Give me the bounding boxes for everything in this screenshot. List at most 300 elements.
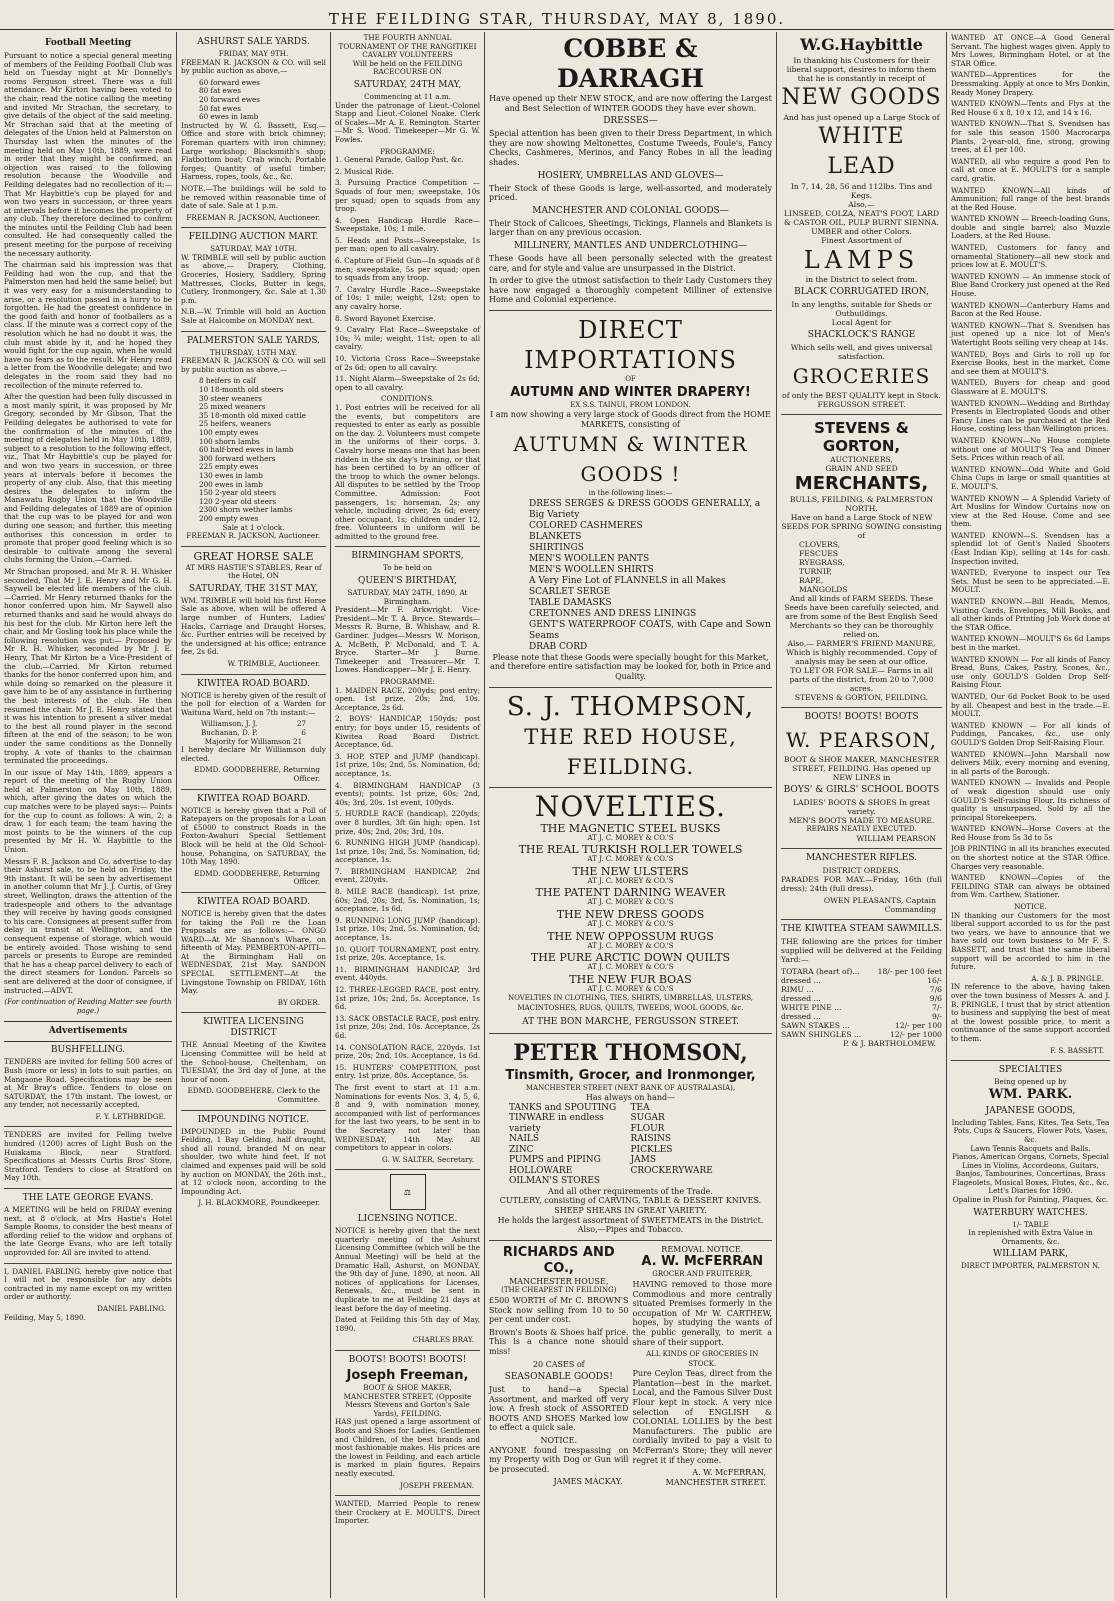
livestock-list — [181, 79, 326, 122]
list-item: 80 fat ewes — [199, 86, 241, 96]
sale-date: SATURDAY, MAY 10TH. — [210, 244, 297, 254]
autumn-winter-title: AUTUMN & WINTER GOODS ! — [513, 432, 748, 487]
grain-seed: GRAIN AND SEED — [825, 464, 898, 473]
tender-notice: TENDERS are invited for Felling twelve hundred (1200) acres of Light Bush on the Huiakama Block, near Stratford. Specifications at Messrs Curtis Bros' Store, Stratford. Tenders to close at Stratford on May 10th. — [4, 1130, 172, 1183]
wanted-ad: WANTED KNOWN—No House complete without one of MOULT'S Tea and Dinner Sets. Prices within reach of all. — [951, 435, 1110, 463]
sawmills-heading: THE KIWITEA STEAM SAWMILLS. — [781, 924, 942, 934]
wanted-ad: WANTED KNOWN.—Bill Heads, Memos, Visiting Cards, Envelopes, Mill Books, and all other kinds of Printing Job Work done at the STAR Office. — [951, 597, 1110, 632]
list-item: 100 shorn lambs — [199, 436, 260, 446]
goods-item: MEN'S WOOLLEN SHIRTS — [529, 564, 654, 575]
novelty-seller: AT J. C. MOREY & CO.'S — [587, 855, 674, 864]
vote-cell: 27 — [296, 719, 306, 729]
list-item: 25 mixed weaners — [199, 402, 266, 412]
event-item: 15. HUNTERS' COMPETITION, post entry. 1st prize, 80s. Acceptance, 5s. — [335, 1062, 480, 1081]
wanted-ad: WANTED KNOWN—John Marshall now delivers Milk, every morning and evening, in all parts of the Borough. — [951, 749, 1110, 776]
price-cell: 12/- per 1000 — [890, 1030, 942, 1039]
mcferran-groceries: ALL KINDS OF GROCERIES IN STOCK. — [646, 1350, 759, 1368]
price-row — [781, 967, 942, 976]
officer-signature: EDMD. GOODBEHERE, Returning Officer. — [194, 765, 320, 783]
officials: President—Mr F. Arkwright. Vice-President—Mr T. A. Bryce. Stewards—Messrs R. Burne, B. Whishaw, and R. Gardiner. Judges—Messrs W. Morison, A. McBeth, P. McDonald, and T. A. Bryce. Starter—Mr J. Burne. Timekeeper and Treasurer—Mr T. Lowes. Handicapper—Mr J. E. Henry. — [335, 605, 480, 675]
diaries: Lett's Diaries for 1890. — [988, 1186, 1073, 1196]
event-list — [335, 687, 480, 1081]
goods-item: BLANKETS — [529, 531, 582, 542]
notice-signature: JAMES MACKAY. — [553, 1477, 623, 1487]
bassett-signature: F. S. BASSETT. — [1049, 1045, 1104, 1055]
event-item: 7. Cavalry Hurdle Race—Sweepstake of 10s; 1 mile; weight, 12st; open to any cavalry horse. — [335, 284, 480, 312]
thomson-sweets: He holds the largest assortment of SWEETMEATS in the District. — [497, 1215, 764, 1225]
wanted-ad: WANTED KNOWN—Odd White and Gold China Cups in large or small quantities at E. MOULT'S. — [951, 464, 1110, 491]
list-item: 130 ewes in lamb — [199, 470, 263, 480]
thomson-hand: Has always on hand— — [585, 1093, 676, 1103]
event-list — [335, 156, 480, 392]
section-text: Their Stock of Calicoes, Sheetings, Tickings, Flannels and Blankets is larger than on any previous occasion. — [489, 218, 772, 238]
impounding-heading: IMPOUNDING NOTICE. — [197, 1114, 310, 1125]
thomson-cutlery: CUTLERY, consisting of CARVING, TABLE & DESSERT KNIVES. — [499, 1196, 762, 1206]
price-row — [781, 1030, 942, 1039]
sale-date: THURSDAY, 15TH MAY. — [209, 347, 298, 357]
event-item: 12. THREE-LEGGED RACE, post entry. 1st prize, 10s; 2nd, 5s. Acceptance, 1s 6d. — [335, 985, 480, 1012]
thomson-subtitle: Tinsmith, Grocer, and Ironmonger, — [505, 1067, 756, 1083]
price-cell: dressed ... — [781, 1012, 821, 1021]
event-item: 3. Pursuing Practice Competition — Squads of four men; sweepstake, 10s per squad; open to squads from any troop. — [335, 178, 480, 214]
sg-location: BULLS, FEILDING, & PALMERSTON NORTH. — [789, 495, 934, 513]
event-item: 7. BIRMINGHAM HANDICAP, 2nd event, 220yds. — [335, 866, 480, 885]
list-item: 120 2-year old steers — [199, 496, 277, 506]
list-item: 300 forward wethers — [199, 453, 276, 463]
auction-text: W. TRIMBLE will sell by public auction as above,— Drapery, Clothing, Groceries, Hosiery, Saddlery, Spring Mattresses, Clocks, Butter in kegs, Cutlery, Ironmongery, &c. Sale at 1.30 p.m. — [181, 252, 326, 305]
table: 1/- TABLE — [1012, 1219, 1049, 1229]
white-lead: WHITE LEAD — [818, 124, 905, 179]
event-item: 1. MAIDEN RACE, 200yds; post entry; open. 1st prize, 20s; 2nd, 10s. Acceptance, 2s 6d. — [335, 685, 480, 712]
event-item: 11. Night Alarm—Sweepstake of 2s 6d; open to all cavalry. — [335, 374, 480, 392]
stock-item: CROCKERYWARE — [630, 1165, 713, 1176]
article-paragraph: The chairman said his impression was that Feilding had won the cup, and that the Palmerston men had held the same belief; but it was very easy for a misunderstanding to arise, or a resolution passed in a hurry to be forgotten. He had the greatest confidence in the good faith and honor of footballers as a class. If the minute was a correct copy of the resolution which he had no doubt it was, the club must abide by it, and he hoped they would fight for the cup again, when he would have no fears as to the result. Mr Henry read a letter from the Woodville delegate; and two delegates in the room said they had no recollection of the minute referred to. — [4, 260, 172, 390]
birmingham-held: To be held on — [382, 563, 432, 573]
di-ex: EX S.S. TAINUI, FROM LONDON. — [570, 400, 691, 409]
horse-sale-heading: GREAT HORSE SALE — [193, 549, 314, 563]
section-text: In order to give the utmost satisfaction to their Lady Customers they have now engaged a thoroughly competent Milliner of extensive Home and Colonial experience. — [489, 276, 772, 305]
list-item: 150 2-year old steers — [199, 488, 277, 498]
order-signature: BY ORDER. — [277, 997, 320, 1007]
notice-date: Feilding, May 5, 1890. — [4, 1312, 86, 1322]
auctioneer-signature: FREEMAN R. JACKSON, Auctioneer. — [186, 212, 320, 222]
stock-item: PUMPS and PIPING — [509, 1155, 601, 1166]
goods-item: DRESS SERGES & DRESS GOODS GENERALLY, a Big Variety — [529, 498, 761, 520]
bottom-ads — [489, 1245, 772, 1488]
tender-signature: F. Y. LETHBRIDGE. — [95, 1111, 166, 1121]
auctioneers: AUCTIONEERS, — [830, 455, 893, 464]
haybittle-intro: In thanking his Customers for their liberal support, desires to inform them that he is constantly in receipt of — [786, 56, 937, 83]
price-row — [781, 976, 942, 985]
japanese-goods: JAPANESE GOODS, — [985, 1105, 1076, 1116]
goods-item: MEN'S WOOLLEN PANTS — [529, 553, 650, 564]
sg-let: TO LET OR FOR SALE— Farms in all parts of the district, from 20 to 7,000 acres. — [789, 666, 934, 693]
goods-item: TABLE DAMASKS — [529, 597, 612, 608]
price-cell: dressed ... — [781, 994, 821, 1003]
thomson-pipes: Also,—Pipes and Tobacco. — [577, 1225, 684, 1235]
opaline: Opaline in Plush for Painting, Plaques, &c. — [952, 1195, 1109, 1205]
goods-item: COLORED CASHMERES — [529, 520, 643, 531]
novelty-item: THE NEW DRESS GOODS — [556, 908, 705, 922]
list-item: 30 steer weaners — [199, 393, 262, 403]
novelties-footer: NOVELTIES IN CLOTHING, TIES, SHIRTS, UMBRELLAS, ULSTERS, MACINTOSHES, RUGS, QUILTS, TWEEDS, WOOL GOODS, &c. — [508, 994, 753, 1012]
wanted-ad: WANTED, Boys and Girls to roll up for Exercise Books, best in the market. Come and see them at MOULT'S. — [951, 349, 1110, 376]
price-cell: 9/- — [932, 1012, 942, 1021]
price-row — [781, 1003, 942, 1012]
horse-sale-date: SATURDAY, THE 31ST MAY, — [188, 583, 319, 594]
event-item: 4. Open Handicap Hurdle Race—Sweepstake, 10s; 1 mile. — [335, 215, 480, 234]
wanted-ad: WANTED KNOWN—Tents and Flys at the Red House 6 x 8, 10 x 12, and 14 x 16. — [951, 99, 1110, 117]
bushfelling-heading: BUSHFELLING. — [50, 1045, 126, 1056]
seed-item: RAPE, — [799, 576, 824, 585]
rifles-body: PARADES FOR MAY.—Friday, 16th (full dress); 24th (full dress). — [781, 875, 942, 893]
stock-item: JAMS — [630, 1155, 656, 1166]
price-row — [781, 1021, 942, 1030]
event-item: 4. BIRMINGHAM HANDICAP (3 events); points. 1st prize, 60s; 2nd, 40s; 3rd, 20s. 1st event, 100yds. — [335, 780, 480, 807]
wanted-ad: WANTED, Married People to renew their Crockery at E. MOULT'S, Direct Importer. — [335, 1499, 480, 1526]
wanted-ad: WANTED, Everyone to inspect our Tea Sets. Must be seen to be appreciated.—E. MOULT. — [951, 568, 1110, 595]
article-paragraph: Pursuant to notice a special general meeting of members of the Feilding Football Club was held on Tuesday night at Mr Donnelly's rooms Ferguson street. There was a full attendance. Mr Kirton having been voted to the chair, read the notice calling the meeting and invited Mr Strachan, the secretary, to give details of the object of the said meeting. Mr Strachan said that at the meeting of delegates of the Union held at Palmerston on Thursday last when the minutes of the meeting held on May 10th, 1889, were read in order that they might be confirmed, an objection was raised to the following resolution because the Woodville and Feilding delegates had no recollection of it:— That Mr Haybittle's cup be played for and won two years in succession, or three years at intervals before it becomes the property of any club. They therefore declined to confirm the minutes until the Feilding Club had been consulted. He had consequently called the present meeting for the purpose of receiving the necessary authority. — [4, 51, 172, 258]
auction-text: WM. TRIMBLE will hold his first Horse Sale as above, when will be offered A large number of Hunters, Ladies' Hacks, Carriage and Draught Horses, &c. Further entries will be received by the undersigned at his office; entrance fee, 2s 6d. — [181, 595, 326, 657]
price-cell: 16/- — [927, 976, 942, 985]
ashurst-heading: ASHURST SALE YARDS. — [197, 37, 310, 47]
palmerston-heading: PALMERSTON SALE YARDS. — [186, 335, 321, 346]
wanted-ad: WANTED—Apprentices for the Dressmaking. Apply at once to Mrs Donkin, Ready Money Drapery. — [951, 70, 1110, 97]
price-cell: 7/- — [932, 1003, 942, 1012]
tournament-venue: Will be held on the FEILDING RACECOURSE ON — [352, 58, 463, 77]
event-item: 8. Sword Bayonet Exercise. — [335, 313, 436, 323]
stock-item: TINWARE in endless variety — [509, 1113, 604, 1134]
notice-signature: DANIEL FABLING. — [97, 1303, 166, 1313]
impounding-notice: IMPOUNDED in the Public Pound Feilding, 1 Bay Gelding, half draught, shod all round, branded M on near shoulder, two white hind feet. If not claimed and expenses paid will be sold by auction on MONDAY, the 26th inst., at 12 o'clock noon, according to the Impounding Act. — [181, 1126, 326, 1196]
list-item: 100 empty ewes — [199, 427, 259, 437]
column-3 — [331, 32, 484, 1598]
wanted-ad: JOB PRINTING in all its branches executed on the shortest notice at the STAR Office. Charges very reasonable. — [951, 844, 1110, 871]
continuation-note: (For continuation of Reading Matter see fourth page.) — [4, 998, 172, 1015]
park-name: WM. PARK. — [988, 1086, 1073, 1102]
sg-manure: Also,— FARMER'S FRIEND MANURE, Which is highly recommended. Copy of analysis may be seen at our office. — [786, 639, 937, 666]
peter-thomson-title: PETER THOMSON, — [513, 1039, 748, 1066]
column-1 — [0, 32, 176, 1598]
novelties-list — [489, 823, 772, 995]
notice-signature: CHARLES BRAY. — [412, 1335, 474, 1345]
article-paragraph: In our issue of May 14th, 1889, appears a report of the meeting of the Rugby Union held at Palmerston on May 10th, 1889, which, after giving the dates on which the cup matches were to be played says:— Points for the cup to count as follows: A win, 2; a draw, 1 for each team; the team having the most points to be the winners of the cup presented by Mr H. W. Haybittle to the Union. — [4, 767, 172, 855]
mcferran-name: A. W. McFERRAN — [641, 1254, 764, 1270]
sg-body2: And all kinds of FARM SEEDS. These Seeds have been carefully selected, and are from some of the Best English Seed Merchants so they can be thoroughly relied on. — [784, 594, 939, 639]
event-item: 10. Victoria Cross Race—Sweepstake of 2s 6d; open to all cavalry. — [335, 354, 480, 372]
aw-in: in the following lines:— — [588, 489, 673, 498]
district-orders: DISTRICT ORDERS. — [822, 866, 901, 875]
wanted-ad: WANTED KNOWN — For all kinds of Fancy Bread, Buns, Cakes, Pastry, Scones, &c., use only GOULD'S Golden Drop Self-Raising Flour. — [951, 654, 1110, 690]
stock-item: RAISINS — [630, 1134, 672, 1145]
cobbe-intro: Have opened up their NEW STOCK, and are now offering the Largest and Best Selection of WINTER GOODS they have ever shown. — [489, 94, 772, 113]
event-item: 6. RUNNING HIGH JUMP (handicap). 1st prize, 10s; 2nd, 5s. Nomination, 6d; acceptance, 1s. — [335, 838, 480, 865]
debt-notice: I, DANIEL FABLING, hereby give notice that I will not be responsible for any debts contracted in my name except on my written order or authority. — [4, 1266, 172, 1302]
goods-item: A Very Fine Lot of FLANNELS in all Makes — [529, 575, 726, 586]
stock-item: SUGAR — [630, 1113, 665, 1124]
advertisements-heading: Advertisements — [48, 1026, 128, 1037]
event-item: 13. SACK OBSTACLE RACE, post entry. 1st prize, 20s; 2nd, 10s. Acceptance, 2s 6d. — [335, 1013, 480, 1040]
event-item: 3. HOP, STEP and JUMP (handicap). 1st prize, 10s; 2nd, 5s. Nomination, 6d; acceptance, 1s. — [335, 751, 480, 778]
agent: Local Agent for — [831, 318, 892, 327]
event-item: 9. Cavalry Flat Race—Sweepstake of 10s; ¾ mile; weight, 11st; open to all cavalry. — [335, 325, 480, 352]
richards-sub2: (THE CHEAPEST IN FEILDING) — [501, 1286, 617, 1295]
new-goods: NEW GOODS — [781, 85, 942, 110]
stock-item: NAILS — [509, 1134, 540, 1145]
conditions-heading: CONDITIONS. — [380, 394, 435, 404]
road-board-heading: KIWITEA ROAD BOARD. — [197, 678, 310, 689]
lawn-tennis: Lawn Tennis Racquets and Balls. — [970, 1143, 1091, 1153]
pearson-repairs: REPAIRS NEATLY EXECUTED. — [806, 825, 917, 833]
list-item: 20 forward ewes — [199, 94, 260, 104]
tournament-heading: THE FOURTH ANNUAL TOURNAMENT OF THE RANGITIKEI CAVALRY VOLUNTEERS — [338, 33, 477, 60]
groceries: GROCERIES — [792, 364, 931, 388]
also: Also,— — [848, 200, 875, 209]
road-board-heading: KIWITEA ROAD BOARD. — [197, 896, 310, 907]
sawmills-signature: P. & J. BARTHOLOMEW. — [843, 1039, 936, 1048]
auction-text: Instructed by W. G. Bassett, Esq.— Office and store with brick chimney; Foreman quarters with iron chimney; Large workshop; Blacksmith's shop; Flatbottom boat; Crab winch; Portable forges; Quantity of useful timber; Harness, ropes, tools, &c., &c. — [181, 120, 326, 182]
fergusson: FERGUSSON STREET. — [817, 400, 906, 409]
notice-heading: NOTICE. — [1014, 902, 1047, 912]
football-heading: Football Meeting — [45, 38, 131, 48]
mcferran-signature: A. W. McFERRAN, MANCHESTER STREET. — [665, 1468, 766, 1487]
richards-title: RICHARDS AND CO., — [502, 1244, 615, 1276]
boots-heading: BOOTS! BOOTS! BOOTS! — [348, 1355, 467, 1365]
auction-text: FREEMAN R. JACKSON & CO. will sell by public auction as above,— — [181, 57, 326, 76]
list-item: 8 heifers in calf — [199, 376, 256, 386]
goods-item: CRETONNES AND DRESS LININGS — [529, 608, 697, 619]
article-paragraph: Messrs F. R. Jackson and Co. advertise to-day their Ashurst sale, to be held on Friday, the 9th instant. It will be seen by advertisement in another column that Mr J. J. Curtis, of Grey street, Wellington, draws the attention of the tradespeople and others to the advantage they will receive by having goods consigned to his care. Consignees at present suffer from delay in transit at Wellington, and the consequent expense of storage, which would be entirely avoided. Those wishing to send parcels or presents to Europe are reminded that he has a cheap parcel delivery to each of the direct steamers for London. Parcels so sent are delivered at the door of consignee, if instructed.—ADVT. — [4, 856, 172, 995]
late-heading: THE LATE GEORGE EVANS. — [22, 1193, 154, 1204]
range: SHACKLOCK'S RANGE — [807, 330, 916, 340]
section-heading: MANCHESTER AND COLONIAL GOODS— — [532, 205, 729, 216]
section-heading: HOSIERY, UMBRELLAS AND GLOVES— — [537, 170, 724, 181]
novelty-item: THE PURE ARCTIC DOWN QUILTS — [530, 951, 731, 965]
article-paragraph: After the question had been fully discussed in a most manly spirit, it was proposed by Mr Gregory, seconded by Mr Gibson, That the Feilding delegates be authorised to vote for the confirmation of the minutes of the meeting of delegates held in May 10th, 1889, subject to a resolution to the following effect, viz., That Mr Haybittle's cup be played for and won two years in succession, or three years at intervals before it becomes the property of any club. Also, that this meeting desires the delegates to inform the Manawatu Rugby Union that the Woodville and Feilding delegates of 1889 are of opinion that the cup was to be played for and won during one season; and further, this meeting authorises this concession in order to promote that proper good feeling which is so desirable to cultivate among the several clubs forming the Union.—Carried. — [4, 392, 172, 565]
event-item: 14. CONSOLATION RACE, 220yds. 1st prize, 20s; 2nd, 10s. Acceptance, 1s 6d. — [335, 1042, 481, 1061]
price-cell: RIMU ... — [781, 985, 814, 994]
notice-heading: NOTICE. — [540, 1436, 578, 1446]
licensing-heading: KIWITEA LICENSING DISTRICT — [203, 1017, 304, 1039]
pearson-men: MEN'S BOOTS MADE TO MEASURE. — [788, 816, 935, 825]
goods-item: SCARLET SERGE — [529, 586, 611, 597]
licensing-notice-heading: LICENSING NOTICE. — [357, 1214, 458, 1225]
bassett-notice: IN reference to the above, having taken over the town business of Messrs A. and J. B. PRINGLE, I trust that by strict attention to business and supplying the best of meat at the lowest possible price, to merit a continuance of the same support accorded to them. — [951, 982, 1110, 1043]
price-cell: 9/6 — [929, 994, 942, 1003]
mcferran-body2: Pure Ceylon Teas, direct from the Plantation—best in the market. Local, and the Famous Silver Dust Flour kept in stock. A very nice selection of ENGLISH & COLONIAL LOLLIES by the best Manufacturers. The public are cordially invited to pay a visit to McFerran's Store; they will never regret it if they come. — [632, 1369, 772, 1465]
red-house-title: THE RED HOUSE, FEILDING. — [524, 724, 737, 779]
white-lead-sub: In 7, 14, 28, 56 and 112lbs. Tins and Kegs. — [790, 182, 933, 200]
sg-signature: STEVENS & GORTON, FEILDING. — [794, 693, 929, 702]
richards-cases: 20 CASES of — [532, 1359, 585, 1369]
crest-icon: ⚖ — [390, 1174, 426, 1210]
rifles-heading: MANCHESTER RIFLES. — [805, 853, 918, 863]
di-of: OF — [625, 374, 636, 383]
vote-cell: Williamson, J. J. — [201, 719, 258, 729]
wanted-ad: WANTED KNOWN — An immense stock of Blue Band Crockery just opened at the Red House. — [951, 271, 1110, 299]
majority: Majority for Williamson 21 — [204, 736, 303, 746]
birmingham-heading: BIRMINGHAM SPORTS, — [351, 551, 464, 562]
novelty-item: THE PATENT DARNING WEAVER — [535, 886, 726, 900]
event-item: 6. Capture of Field Gun—In squads of 8 men; sweepstake, 5s per squad; open to squads from any troop. — [335, 256, 480, 283]
specialties-sub: Being opened up by — [994, 1077, 1067, 1087]
list-item: 35 18-month old mixed cattle — [199, 410, 307, 420]
section-text: Special attention has been given to their Dress Department, in which they are now showing Meltonettes, Costume Tweeds, Foule's, Fancy Checks, Cashmeres, Merinos, and Fancy Robes in all the leading shades. — [489, 129, 772, 167]
lamps-pre: Finest Assortment of — [821, 236, 902, 245]
new-goods-sub: And has just opened up a Large Stock of — [783, 113, 940, 122]
price-cell: 12/- per 100 — [894, 1021, 942, 1030]
event-item: 1. General Parade, Gallop Past, &c. — [335, 155, 464, 165]
wanted-ad: WANTED KNOWN—MOULT'S 6s 6d Lamps best in the market. — [951, 634, 1110, 652]
tournament-officials: Under the patronage of Lieut.-Colonel Stapp and Lieut.-Colonel Noake. Clerk of Scales—Mr A. E. Remington. Starter—Mr S. Wood. Timekeeper—Mr G. W. Fowles. — [335, 100, 480, 144]
pearson-ladies: LADIES' BOOTS & SHOES In great variety. — [793, 798, 930, 816]
thomson-stock — [489, 1103, 772, 1187]
sports-footnote: The first event to start at 11 a.m. Nominations for events Nos. 3, 4, 5, 6, 8 and 9, with nomination money, accompanied with list of performances for the last two years, to be sent in to the Secretary not later than WEDNESDAY, 14th May. All competitors to appear in colors. — [335, 1082, 480, 1153]
birmingham-date: SATURDAY, MAY 24TH, 1890, At Birmingham. — [347, 588, 468, 606]
programme-heading: PROGRAMME: — [380, 146, 435, 156]
vote-table — [181, 720, 326, 737]
stock-item: FLOUR — [630, 1123, 665, 1134]
novelty-seller: AT J. C. MOREY & CO.'S — [587, 963, 674, 972]
list-item: 25 heifers, weaners — [199, 419, 271, 429]
direct-importations-title: DIRECT IMPORTATIONS — [524, 315, 737, 374]
auctioneer-signature: W. TRIMBLE, Auctioneer. — [227, 659, 320, 669]
birmingham-day: QUEEN'S BIRTHDAY, — [357, 576, 458, 587]
groceries-sub: of only the BEST QUALITY kept in Stock. — [782, 391, 941, 400]
list-item: 225 empty ewes — [199, 462, 259, 472]
stock-item: TEA — [630, 1102, 650, 1113]
poll-result: NOTICE is hereby given of the result of the poll for election of a Warden for Waituna Ward, held on 7th instant:— — [181, 690, 326, 717]
novelty-seller: AT J. C. MOREY & CO.'S — [587, 920, 674, 929]
timber-prices — [781, 967, 942, 1039]
price-cell: 18/- per 100 feet — [877, 967, 942, 976]
declaration: I hereby declare Mr Williamson duly elected. — [181, 745, 326, 763]
event-item: 2. Musical Ride. — [335, 166, 394, 176]
thomson-shears: SHEEP SHEARS IN GREAT VARIETY. — [554, 1205, 707, 1215]
wanted-ad: WANTED KNOWN—Wedding and Birthday Presents in Electroplated Goods and other Fancy Lines can be purchased at the Red House, costing less than Wellington prices. — [951, 398, 1110, 434]
licensing-notice: THE Annual Meeting of the Kiwitea Licensing Committee will be held at the School-house, Cheltenham, on TUESDAY, the 3rd day of June, at the hour of noon. — [181, 1040, 326, 1084]
auctioneer-signature: FREEMAN R. JACKSON, Auctioneer. — [186, 531, 320, 541]
goods-list — [489, 499, 772, 653]
wanted-ad: WANTED, Buyers for cheap and good Glassware at E. MOULT'S. — [951, 378, 1110, 396]
price-row — [781, 994, 942, 1003]
masthead: THE FEILDING STAR, THURSDAY, MAY 8, 1890. — [0, 0, 1114, 30]
event-item: 5. HURDLE RACE (handicap), 220yds; over 8 hurdles, 3ft 6in high; open. 1st prize, 40s; 2nd, 20s; 3rd, 10s. — [335, 809, 480, 836]
pearson-school: BOYS' & GIRLS' SCHOOL BOOTS — [783, 785, 940, 795]
stevens-gorton-title: STEVENS & GORTON, — [814, 419, 909, 455]
mart-heading: FEILDING AUCTION MART. — [188, 232, 319, 243]
section-heading: MILLINERY, MANTLES AND UNDERCLOTHING— — [513, 240, 748, 251]
pearson-sub: BOOT & SHOE MAKER, MANCHESTER STREET, FEILDING. Has opened up NEW LINES in — [783, 755, 940, 782]
list-item: 2300 shorn wether lambs — [199, 505, 293, 515]
column-5 — [777, 32, 946, 1598]
wanted-ad: WANTED, Our 6d Pocket Book to be used by all. Cheapest and best in the trade.—E. MOULT. — [951, 691, 1110, 719]
price-cell: 7/6 — [929, 985, 942, 994]
section-heading: DRESSES— — [603, 116, 658, 127]
event-item: 2. BOYS' HANDICAP, 150yds; post entry; for boys under 15, residents of Kiwitea Road Board District. Acceptance, 6d. — [335, 714, 480, 750]
officer-signature: EDMD. GOODBEHERE, Returning Officer. — [194, 868, 320, 887]
auction-note: NOTE.—The buildings will be sold to be removed within reasonable time of date of sale. Sale at 1 p.m. — [181, 183, 326, 211]
novelty-seller: AT J. C. MOREY & CO.'S — [587, 984, 674, 993]
price-cell: SAWN SHINGLES ... — [781, 1030, 862, 1039]
stock-item: PICKLES — [630, 1144, 673, 1155]
thomson-other: And all other requirements of the Trade. — [548, 1186, 713, 1196]
wanted-ad: WANTED KNOWN — For all kinds of Puddings, Pancakes, &c., use only GOULD'S Golden Drop Self-Raising Flour. — [951, 720, 1110, 747]
novelty-item: THE MAGNETIC STEEL BUSKS — [540, 821, 721, 835]
event-item: 8. MILE RACE (handicap). 1st prize, 60s; 2nd, 20s; 3rd, 5s. Nomination, 1s; acceptance, 1s 6d. — [335, 887, 480, 914]
pringle-signature: A. & J. B. PRINGLE. — [1031, 973, 1104, 983]
waterbury: WATERBURY WATCHES. — [973, 1207, 1088, 1218]
poundkeeper-signature: J. H. BLACKMORE, Poundkeeper. — [198, 1198, 320, 1208]
livestock-list — [181, 377, 326, 523]
pearson-signature: WILLIAM PEARSON — [856, 834, 936, 843]
novelty-item: THE NEW FUR BOAS — [569, 972, 692, 986]
road-board-heading: KIWITEA ROAD BOARD. — [197, 793, 310, 804]
pearson-name: W. PEARSON, — [785, 728, 937, 752]
haybittle-title: W.G.Haybittle — [800, 35, 923, 54]
secretary-signature: G. W. SALTER, Secretary. — [382, 1154, 474, 1164]
removal-heading: REMOVAL NOTICE. — [661, 1244, 744, 1254]
notice-body: ANYONE found trespassing on my Property with Dog or Gun will be prosecuted. — [489, 1445, 629, 1474]
novelty-seller: AT J. C. MOREY & CO.'S — [587, 898, 674, 907]
vote-cell: 6 — [301, 728, 306, 737]
richards-seasonable: SEASONABLE GOODS! — [504, 1372, 613, 1383]
novelties-title: NOVELTIES. — [534, 789, 727, 823]
wanted-ad: WANTED KNOWN—Copies of the FEILDING STAR can always be obtained from Wm. Carthew, Stationer. — [951, 873, 1110, 900]
cobbe-darragh-title: COBBE & DARRAGH — [557, 34, 704, 93]
list-item: 60 half-bred ewes in lamb — [199, 445, 294, 455]
novelty-seller: AT J. C. MOREY & CO.'S — [587, 876, 674, 885]
goods-item: SHIRTINGS — [529, 542, 584, 553]
column-4 — [485, 32, 776, 1598]
event-item: 11. BIRMINGHAM HANDICAP, 3rd event, 440yds. — [335, 964, 480, 983]
bon-marche: AT THE BON MARCHE, FERGUSSON STREET. — [522, 1016, 739, 1027]
ornaments: In replenished with Extra Value in Ornaments, &c. — [968, 1228, 1093, 1246]
tournament-date: SATURDAY, 24TH MAY, — [353, 79, 462, 90]
goods-item: DRAB CORD — [529, 641, 588, 652]
price-cell: SAWN STAKES ... — [781, 1021, 850, 1030]
price-cell: dressed ... — [781, 976, 821, 985]
richards-500: £500 WORTH of Mr C. BROWN'S Stock now selling from 10 to 50 per cent under cost. — [489, 1295, 629, 1325]
mcferran-body: HAVING removed to those more Commodious and more centrally situated Premises formerly in the occupation of Mr W. CARTHEW, hopes, by studying the wants of the public generally, to merit a share of their support. — [632, 1279, 772, 1347]
seed-item: TURNIP, — [799, 567, 832, 576]
price-cell: TOTARA (heart of)... — [781, 967, 860, 976]
list-item: 50 fat ewes — [199, 103, 241, 113]
aw-note: Please note that these Goods were specially bought for this Market, and therefore entire satisfaction may be looked for, both in Price and Quality. — [490, 652, 771, 682]
seed-list — [781, 540, 942, 594]
list-item: 60 ewes in lamb — [199, 112, 259, 122]
freeman-signature: JOSEPH FREEMAN. — [400, 1480, 474, 1490]
programme-heading: PROGRAMME: — [380, 677, 435, 686]
range-sub: Which sells well, and gives universal satisfaction. — [790, 343, 933, 361]
stock-item: OILMAN'S STORES — [509, 1176, 601, 1187]
freeman-name: Joseph Freeman, — [346, 1368, 469, 1383]
stock-item: TANKS and SPOUTING — [509, 1102, 617, 1113]
richards-body: Brown's Boots & Shoes half price. This is a chance none should miss! — [489, 1327, 629, 1356]
conditions-text: 1. Post entries will be received for all the events, but competitors are requested to enter as early as possible on the day. 2. Volunteers must compete in the uniforms of their corps. 3. Cavalry horse means one that has been ridden in the six day's training, or that has been certified to by an officer of the troop to which the owner belongs. All disputes to be settled by the Troop Committee. Admission: Foot passengers, 1s; horseman, 2s; any vehicle, including driver, 2s 6d; every other occupant, 1s; children under 12, free. Volunteers in uniform will be admitted to the ground free. — [335, 402, 480, 541]
novelty-seller: AT J. C. MOREY & CO.'S — [587, 941, 674, 950]
wanted-ad: WANTED KNOWN—That S. Svendsen has just opened up a nice lot of Men's Watertight Boots selling very cheap at 14s. — [951, 320, 1110, 347]
auction-text: FREEMAN R. JACKSON & CO. will sell by public auction as above,— — [181, 356, 326, 374]
wanted-ad: WANTED KNOWN — Invalids and People of weak digestion should use only GOULD'S Self-raising Flour. Its richness of quality is unsurpassed. Sold by all the principal Storekeepers. — [951, 778, 1110, 822]
price-row — [781, 985, 942, 994]
freeman-text: HAS just opened a large assortment of Boots and Shoes for Ladies, Gentlemen and Children, of the best brands and most fashionable makes. His prices are the lowest in Feilding, and each article is marked in plain figures. Repairs neatly executed. — [335, 1417, 480, 1478]
vote-cell: Buchanan, D. P. — [201, 728, 258, 737]
wanted-ad: WANTED KNOWN—S. Svendsen has a splendid lot of Gent's Nailed Shooters (East Indian Kip), selling at 14s for cash. Inspection invited. — [951, 530, 1110, 566]
poll-notice: NOTICE is hereby given that the dates for taking the Poll re the Loan Proposals are as follows:— ONGO WARD—At Mr Shannon's Whare, on fifteenth of May. PEMBERTON-APITI—At the Birmingham Hall on WEDNESDAY, 21st May. SANDON SPECIAL SETTLEMENT—At the Livingstone Township on FRIDAY, 16th May. — [181, 908, 326, 996]
licensing-notice-body: NOTICE is hereby given that the next quarterly meeting of the Ashurst Licensing Committee (which will be the Annual Meeting) will be held at the Dramatic Hall, Ashurst, on MONDAY, the 9th day of June, 1890, at noon. All notices of applications for Licenses, Renewals, &c., must be sent in duplicate to me at Feilding 21 days at least before the day of meeting. — [335, 1226, 480, 1313]
meeting-notice: A MEETING will be held on FRIDAY evening next, at 8 o'clock, at Mrs Hastie's Hotel Sample Rooms, to consider the best means of affording relief to the widow and orphans of the late George Evans, who are left totally unprovided for. All are invited to attend. — [4, 1205, 172, 1257]
